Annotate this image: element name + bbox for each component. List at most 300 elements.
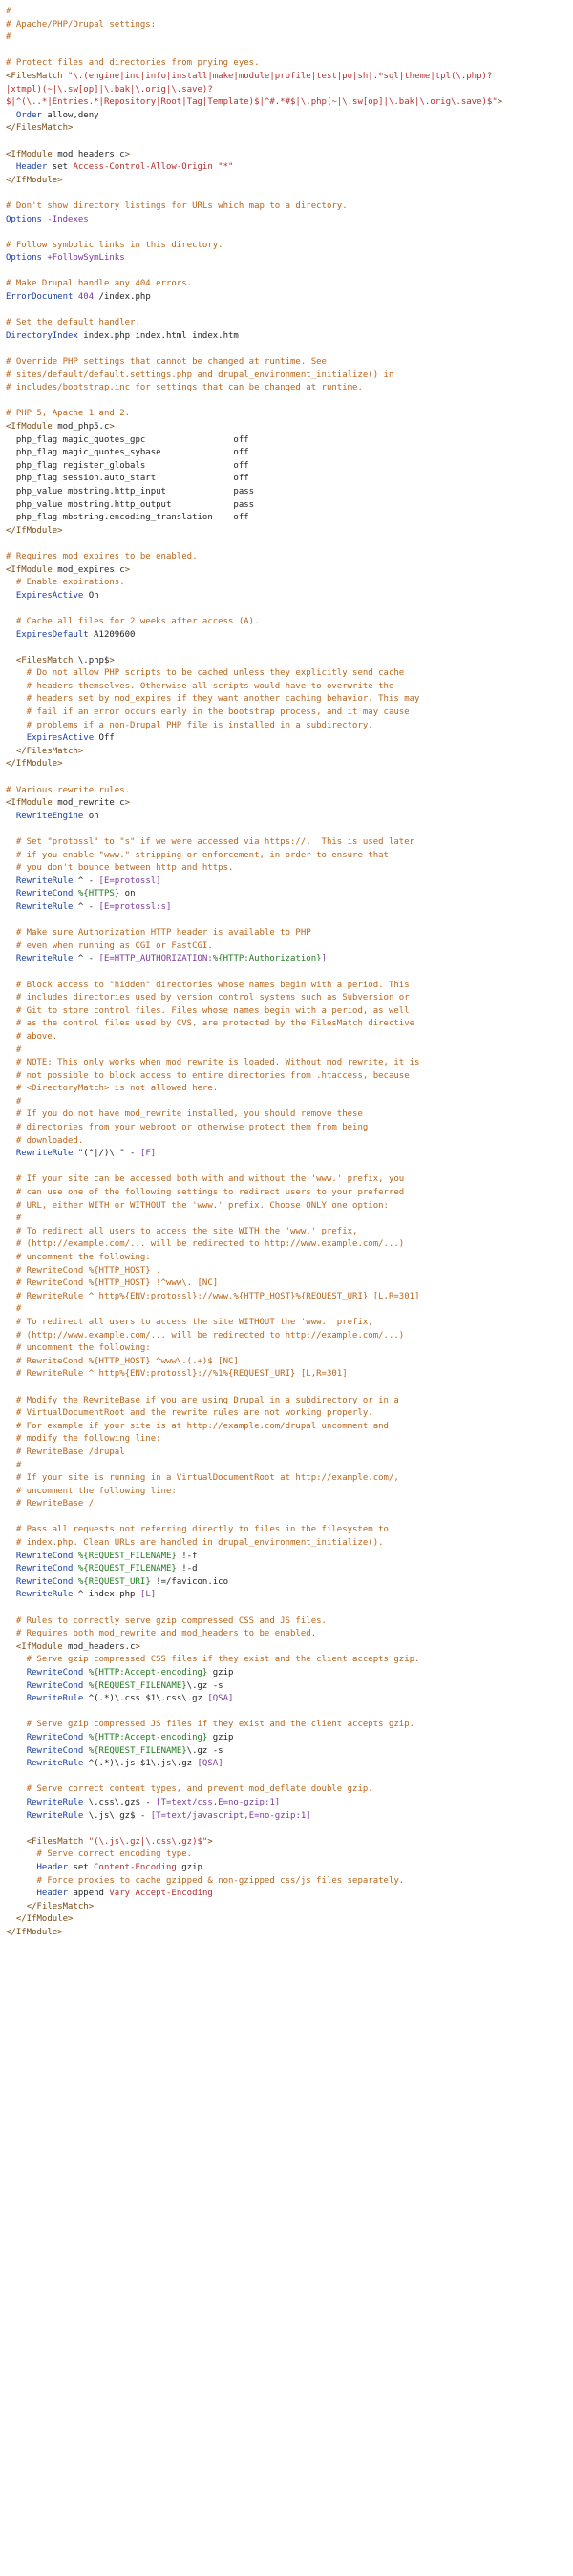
code-token: RewriteCond	[26, 1680, 84, 1691]
code-line	[6, 1083, 567, 1096]
code-line	[6, 1486, 567, 1499]
code-token: # NOTE: This only works when mod_rewrite is loaded. Without mod_rewrite, it is	[6, 1058, 420, 1068]
code-token: +FollowSymLinks	[47, 253, 125, 264]
code-line	[6, 1913, 567, 1927]
code-token: [E=protossl:s]	[98, 901, 172, 912]
code-token: \.js\.gz$ -	[83, 1810, 151, 1821]
code-token: ExpiresDefault	[15, 629, 89, 640]
code-token	[6, 1811, 27, 1821]
code-token: # (http://example.com/... will be redirected to http://www.example.com/...)	[6, 1239, 405, 1250]
code-token: "(^|/)\." -	[73, 1149, 140, 1159]
code-token	[6, 1577, 16, 1587]
code-token	[6, 733, 27, 743]
code-token: </FilesMatch>	[6, 123, 74, 134]
code-token: # you don't bounce between http and https.	[6, 863, 234, 874]
code-line	[6, 265, 567, 279]
code-token: php_flag magic_quotes_gpc off	[6, 434, 249, 445]
code-line	[6, 6, 567, 19]
code-token: Access-Control-Allow-Origin	[73, 162, 213, 173]
code-token: %{REQUEST_FILENAME}	[77, 1551, 177, 1561]
code-token	[6, 902, 16, 912]
code-token: RewriteRule	[15, 954, 74, 964]
code-token	[6, 876, 16, 886]
code-token: 404	[77, 292, 95, 303]
code-token: Options	[6, 253, 42, 264]
code-token: [E=protossl]	[98, 876, 161, 886]
code-line	[6, 1161, 567, 1174]
code-token: # Force proxies to cache gzipped & non-gzipped css/js files separately.	[6, 1875, 405, 1886]
code-token	[6, 889, 16, 898]
code-line	[6, 1187, 567, 1200]
code-token: mod_headers.c	[62, 1641, 136, 1652]
code-line	[6, 1797, 567, 1810]
code-token: ^ -	[73, 901, 99, 912]
code-token: # To redirect all users to access the site WITHOUT the 'www.' prefix,	[6, 1317, 373, 1327]
code-token: RewriteCond	[26, 1732, 84, 1742]
code-token: </IfModule>	[6, 525, 63, 536]
code-token: >	[109, 655, 115, 665]
code-token: # Make Drupal handle any 404 errors.	[6, 279, 193, 289]
code-token: </IfModule>	[6, 175, 63, 185]
code-token: RewriteRule	[15, 1590, 74, 1600]
code-token: RewriteRule	[15, 901, 74, 912]
code-token: php_flag mbstring.encoding_translation off	[6, 513, 249, 523]
code-token: >	[124, 798, 131, 809]
code-token	[6, 1759, 27, 1768]
code-line	[6, 1654, 567, 1667]
code-token: ]	[321, 954, 327, 964]
code-line	[6, 1641, 567, 1655]
code-token	[6, 747, 16, 756]
code-line	[6, 1524, 567, 1537]
code-token: # includes directories used by version control systems such as Subversion or	[6, 993, 410, 1003]
code-token: [QSA]	[207, 1694, 234, 1704]
code-token: RewriteRule	[26, 1694, 84, 1704]
code-line	[6, 797, 567, 811]
code-line	[6, 110, 567, 123]
code-line	[6, 927, 567, 940]
code-token: <IfModule	[6, 564, 53, 575]
code-line	[6, 1238, 567, 1252]
code-token: # Serve correct content types, and prevent mod_deflate double gzip.	[6, 1784, 373, 1795]
code-line	[6, 525, 567, 538]
code-token	[6, 111, 16, 120]
code-token: <IfModule	[15, 1641, 63, 1652]
code-token: # <DirectoryMatch> is not allowed here.	[6, 1084, 219, 1094]
code-line	[6, 512, 567, 525]
code-line	[6, 1045, 567, 1058]
code-token: <IfModule	[6, 149, 53, 159]
code-token: allow,deny	[41, 110, 99, 120]
code-token: # Cache all files for 2 weeks after access (A).	[6, 616, 260, 626]
code-token: # Override PHP settings that cannot be changed at runtime. See	[6, 357, 327, 368]
code-line	[6, 122, 567, 136]
code-token: # RewriteCond %{HTTP_HOST} .	[6, 1265, 161, 1276]
code-token: [QSA]	[197, 1759, 223, 1769]
code-token: set	[47, 162, 74, 173]
code-line	[6, 1356, 567, 1369]
code-line	[6, 1732, 567, 1745]
code-token: !-f	[176, 1551, 198, 1561]
code-token: # Various rewrite rules.	[6, 785, 131, 795]
code-token: Header	[36, 1889, 69, 1899]
code-line	[6, 980, 567, 993]
code-token: \.gz -s	[186, 1680, 223, 1691]
code-line	[6, 746, 567, 759]
code-token	[6, 1914, 16, 1924]
code-line	[6, 382, 567, 395]
code-token	[6, 1590, 16, 1599]
code-token: mod_rewrite.c	[52, 798, 125, 809]
code-token: # modify the following line:	[6, 1434, 161, 1445]
code-line	[6, 1927, 567, 1940]
code-token: # Modify the RewriteBase if you are using Drupal in a subdirectory or in a	[6, 1395, 399, 1405]
code-token	[6, 812, 16, 821]
code-line	[6, 187, 567, 201]
code-line	[6, 1265, 567, 1278]
code-line	[6, 888, 567, 901]
code-token: gzip	[207, 1732, 234, 1742]
code-token: # Requires both mod_rewrite and mod_headers to be enabled.	[6, 1629, 317, 1639]
code-token: A1209600	[88, 629, 136, 640]
code-line	[6, 681, 567, 694]
code-token: Content-Encoding	[94, 1862, 177, 1872]
code-line	[6, 1096, 567, 1109]
code-token: # URL, either WITH or WITHOUT the 'www.' prefix. Choose ONLY one option:	[6, 1200, 389, 1211]
code-token: # above.	[6, 1031, 58, 1042]
code-token: "(\.js\.gz|\.css\.gz)$"	[88, 1836, 208, 1847]
code-token: \.gz -s	[186, 1745, 223, 1756]
code-token: ^(.*)\.js $1\.js\.gz	[83, 1759, 198, 1769]
code-line	[6, 1667, 567, 1680]
code-token: [T=text/css,E=no-gzip:1]	[156, 1797, 281, 1807]
code-token: # headers set by mod_expires if they want another caching behavior. This may	[6, 694, 420, 705]
code-line	[6, 291, 567, 305]
code-token: # if you enable "www." stripping or enforcement, in order to ensure that	[6, 850, 389, 860]
code-line	[6, 1758, 567, 1771]
code-token: php_flag register_globals off	[6, 460, 249, 471]
code-line	[6, 499, 567, 513]
code-line	[6, 1537, 567, 1551]
code-token: # Serve gzip compressed JS files if they exist and the client accepts gzip.	[6, 1720, 415, 1730]
code-line	[6, 616, 567, 629]
code-line	[6, 1421, 567, 1434]
code-token: $|^(\..*|Entries.*|Repository|Root|Tag|Template)$|^#.*#$|\.php(~|\.sw[op]|\.bak|\.orig\.save)$"	[6, 97, 498, 108]
code-line	[6, 823, 567, 836]
code-token: ^ -	[73, 876, 99, 886]
code-token: # uncomment the following line:	[6, 1486, 177, 1496]
code-token	[6, 954, 16, 963]
code-line	[6, 201, 567, 214]
code-line	[6, 992, 567, 1005]
code-token: php_value mbstring.http_input pass	[6, 486, 255, 496]
code-token: >	[109, 422, 115, 432]
code-line	[6, 577, 567, 590]
code-token: </FilesMatch>	[26, 1901, 95, 1911]
code-token: Vary	[109, 1889, 131, 1899]
code-line	[6, 862, 567, 876]
code-line	[6, 32, 567, 45]
code-token	[6, 656, 16, 665]
code-token: </FilesMatch>	[15, 746, 84, 756]
code-line	[6, 1836, 567, 1849]
code-line	[6, 915, 567, 928]
code-token: php_value mbstring.http_output pass	[6, 499, 255, 510]
code-token: ExpiresActive	[26, 733, 95, 744]
code-token	[6, 591, 16, 601]
code-line	[6, 421, 567, 434]
code-line	[6, 45, 567, 58]
code-token: RewriteCond	[15, 1551, 74, 1561]
code-token	[6, 1681, 27, 1691]
code-line	[6, 1511, 567, 1525]
code-token	[6, 1902, 27, 1911]
code-token: %{HTTPS}	[77, 889, 120, 899]
code-token: ^ index.php	[73, 1590, 140, 1600]
code-token: </IfModule>	[6, 759, 63, 770]
code-token	[6, 1668, 27, 1678]
code-token	[6, 1694, 27, 1703]
code-line	[6, 214, 567, 227]
code-line	[6, 252, 567, 265]
code-line	[6, 1615, 567, 1629]
code-token: [E=HTTP_AUTHORIZATION:	[98, 954, 213, 964]
code-token: on	[83, 811, 99, 821]
code-token: [F]	[139, 1149, 157, 1159]
code-line	[6, 71, 567, 84]
code-token: # RewriteRule ^ http%{ENV:protossl}://www.%{HTTP_HOST}%{REQUEST_URI} [L,R=301]	[6, 1291, 420, 1301]
code-line	[6, 1862, 567, 1875]
code-token	[6, 162, 16, 172]
code-line	[6, 84, 567, 97]
code-token: ExpiresActive	[15, 590, 84, 601]
code-line	[6, 758, 567, 771]
code-token: \.css\.gz$ -	[83, 1797, 157, 1807]
code-token: "*"	[218, 162, 234, 173]
code-line	[6, 1213, 567, 1226]
code-token: #	[6, 1460, 22, 1470]
code-line	[6, 175, 567, 188]
code-token: RewriteEngine	[15, 811, 84, 821]
code-line	[6, 305, 567, 318]
code-line	[6, 447, 567, 460]
code-token: # includes/bootstrap.inc for settings that can be changed at runtime.	[6, 383, 363, 393]
code-line	[6, 1407, 567, 1421]
code-line	[6, 629, 567, 643]
code-token: # downloaded.	[6, 1135, 84, 1146]
code-token: php_flag magic_quotes_sybase off	[6, 448, 249, 458]
code-line	[6, 538, 567, 551]
code-token: RewriteCond	[15, 1564, 74, 1574]
code-token: %{REQUEST_FILENAME}	[77, 1564, 177, 1574]
code-line	[6, 1200, 567, 1214]
code-token: # Don't show directory listings for URLs which map to a directory.	[6, 201, 348, 211]
code-line	[6, 642, 567, 655]
code-line	[6, 1810, 567, 1824]
code-line	[6, 551, 567, 564]
code-token	[6, 1837, 27, 1847]
code-line	[6, 1589, 567, 1602]
code-line	[6, 370, 567, 383]
code-token: Header	[15, 162, 48, 173]
code-line	[6, 1551, 567, 1564]
code-token: # Do not allow PHP scripts to be cached unless they explicitly send cache	[6, 668, 405, 679]
code-token: >	[497, 97, 503, 108]
code-token: %{HTTP:Accept-encoding}	[88, 1668, 208, 1678]
code-token: %{REQUEST_FILENAME}	[88, 1680, 187, 1691]
code-token: # RewriteBase /drupal	[6, 1446, 125, 1457]
code-token: >	[124, 564, 131, 575]
code-line	[6, 343, 567, 356]
code-line	[6, 876, 567, 889]
code-token: # RewriteCond %{HTTP_HOST} ^www\.(.+)$ [NC]	[6, 1356, 239, 1366]
code-token: <IfModule	[6, 798, 53, 809]
code-line	[6, 1563, 567, 1576]
code-line	[6, 1602, 567, 1615]
code-token: RewriteCond	[26, 1745, 84, 1756]
code-token: # Serve gzip compressed CSS files if they exist and the client accepts gzip.	[6, 1655, 420, 1665]
code-token: <IfModule	[6, 422, 53, 432]
code-line	[6, 785, 567, 798]
code-line	[6, 940, 567, 954]
code-line	[6, 1005, 567, 1019]
code-line	[6, 1901, 567, 1914]
code-token: # Enable expirations.	[6, 578, 125, 588]
code-token: %{REQUEST_URI}	[77, 1576, 151, 1587]
code-token: RewriteRule	[26, 1797, 84, 1807]
code-token: # To redirect all users to access the site WITH the 'www.' prefix,	[6, 1226, 358, 1236]
code-token: #	[6, 1214, 22, 1224]
code-line	[6, 693, 567, 707]
code-token: # index.php. Clean URLs are handled in drupal_environment_initialize().	[6, 1538, 384, 1549]
code-token: # If you do not have mod_rewrite installed, you should remove these	[6, 1109, 363, 1120]
code-token: # Set "protossl" to "s" if we were accessed via https://. This is used later	[6, 837, 415, 847]
code-token: mod_php5.c	[52, 422, 110, 432]
code-token: # Rules to correctly serve gzip compressed CSS and JS files.	[6, 1615, 327, 1626]
code-line	[6, 1226, 567, 1239]
code-line	[6, 96, 567, 110]
code-token: # RewriteBase /	[6, 1499, 95, 1510]
code-token: # (http://www.example.com/... will be redirected to http://example.com/...)	[6, 1330, 405, 1341]
code-line	[6, 356, 567, 370]
code-token: # Pass all requests not referring directly to files in the filesystem to	[6, 1525, 389, 1535]
code-token: # VirtualDocumentRoot and the rewrite rules are not working properly.	[6, 1408, 373, 1419]
code-line	[6, 1342, 567, 1356]
code-line	[6, 1680, 567, 1694]
code-line	[6, 1888, 567, 1901]
code-token	[6, 1733, 27, 1742]
code-token	[6, 1642, 16, 1652]
code-line	[6, 1018, 567, 1031]
code-token: "\.(engine|inc|info|install|make|module|profile|test|po|sh|.*sql|theme|tpl(\.php)?	[68, 71, 493, 81]
code-token	[6, 1746, 27, 1756]
code-line	[6, 901, 567, 915]
code-line	[6, 473, 567, 486]
code-token: RewriteCond	[15, 889, 74, 899]
code-line	[6, 1291, 567, 1304]
code-token: # Git to store control files. Files whose names begin with a period, as well	[6, 1005, 410, 1016]
code-line	[6, 1252, 567, 1265]
code-token: Options	[6, 214, 42, 224]
code-token: -Indexes	[47, 214, 89, 224]
code-token	[6, 1552, 16, 1561]
code-line	[6, 395, 567, 409]
code-line	[6, 1148, 567, 1161]
code-line	[6, 1823, 567, 1836]
code-line	[6, 1395, 567, 1408]
code-token: mod_headers.c	[52, 149, 125, 159]
code-line	[6, 732, 567, 746]
code-line	[6, 811, 567, 824]
code-line	[6, 1173, 567, 1187]
code-line	[6, 161, 567, 175]
code-line	[6, 460, 567, 474]
code-token: gzip	[207, 1668, 234, 1678]
code-line	[6, 1706, 567, 1720]
code-line	[6, 590, 567, 603]
code-token: set	[68, 1862, 95, 1872]
code-token: RewriteCond	[15, 1576, 74, 1587]
code-line	[6, 1057, 567, 1070]
code-token: # Make sure Authorization HTTP header is available to PHP	[6, 928, 311, 939]
code-token: #	[6, 1304, 22, 1315]
code-line	[6, 1472, 567, 1486]
code-token: # uncomment the following:	[6, 1253, 151, 1262]
code-token: <FilesMatch	[15, 655, 74, 665]
code-line	[6, 707, 567, 720]
code-token: RewriteRule	[26, 1759, 84, 1769]
code-token: # Requires mod_expires to be enabled.	[6, 551, 198, 561]
code-token	[6, 1889, 37, 1898]
code-token: # even when running as CGI or FastCGI.	[6, 940, 213, 951]
code-line	[6, 136, 567, 149]
code-token: \.php$	[73, 655, 110, 665]
code-token: # problems if a non-Drupal PHP file is installed in a subdirectory.	[6, 720, 373, 730]
code-token: # Set the default handler.	[6, 318, 140, 328]
code-line	[6, 720, 567, 733]
code-line	[6, 1576, 567, 1590]
code-line	[6, 486, 567, 499]
code-token: php_flag session.auto_start off	[6, 474, 249, 484]
code-line	[6, 278, 567, 291]
code-token: !=/favicon.ico	[150, 1576, 229, 1587]
code-token	[6, 1863, 37, 1872]
code-token: # If your site is running in a VirtualDocumentRoot at http://example.com/,	[6, 1473, 399, 1484]
code-line	[6, 1745, 567, 1759]
code-line	[6, 836, 567, 850]
code-line	[6, 434, 567, 448]
code-line	[6, 240, 567, 253]
code-line	[6, 1135, 567, 1149]
code-token: %{HTTP:Authorization}	[212, 954, 322, 964]
code-token: On	[83, 590, 99, 601]
code-token: /index.php	[94, 292, 151, 303]
code-line	[6, 1070, 567, 1084]
code-token: # as the control files used by CVS, are protected by the FilesMatch directive	[6, 1019, 415, 1029]
code-token: # headers themselves. Otherwise all scripts would have to overwrite the	[6, 681, 394, 691]
code-token: on	[119, 889, 136, 899]
code-token: >	[135, 1641, 140, 1652]
code-token: # RewriteCond %{HTTP_HOST} !^www\. [NC]	[6, 1278, 219, 1289]
code-token: #	[6, 7, 11, 16]
code-line	[6, 1693, 567, 1706]
code-token: # uncomment the following:	[6, 1343, 151, 1354]
code-token	[6, 1149, 16, 1158]
code-token: Order	[15, 110, 42, 120]
code-token: RewriteRule	[15, 876, 74, 886]
code-line	[6, 1784, 567, 1797]
code-token: ^ -	[73, 954, 99, 964]
